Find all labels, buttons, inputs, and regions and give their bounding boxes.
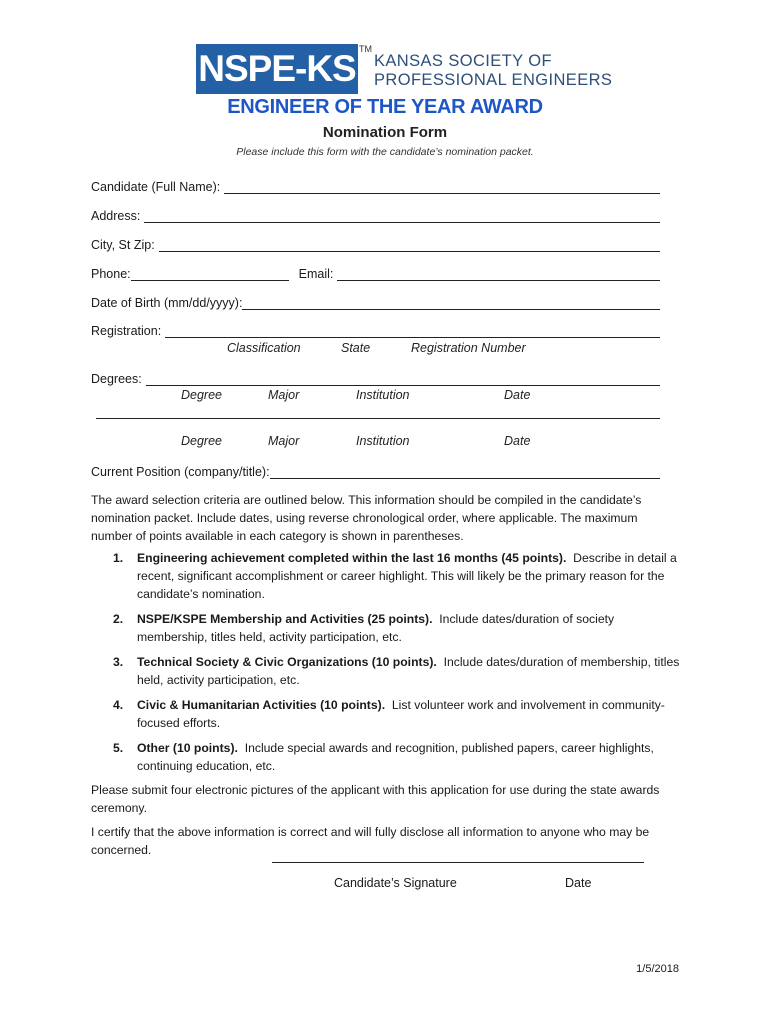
address-line[interactable] [144, 209, 660, 223]
criteria-list [91, 549, 687, 782]
phone-email-row [91, 263, 660, 281]
registration-line[interactable] [165, 324, 660, 338]
phone-line[interactable] [131, 267, 289, 281]
certify-note: I certify that the above information is correct and will fully disclose all information to anyone who may be concerned. [91, 825, 650, 857]
criteria-number: 3. [113, 655, 124, 669]
nspe-ks-logo: NSPE-KS [196, 44, 358, 94]
city-state-zip-line[interactable] [159, 238, 660, 252]
phone-label: Phone: [91, 267, 131, 281]
address-field[interactable] [91, 205, 660, 223]
email-line[interactable] [337, 267, 660, 281]
current-position-label: Current Position (company/title): [91, 465, 270, 479]
criteria-item [91, 610, 687, 646]
degrees-line-2[interactable] [96, 418, 660, 419]
criteria-text: List volunteer work and involvement in community-focused efforts. [137, 698, 665, 730]
dob-line[interactable] [242, 296, 660, 310]
criteria-item [91, 696, 687, 732]
criteria-number: 1. [113, 551, 124, 565]
criteria-heading: Civic & Humanitarian Activities (10 points). [137, 698, 386, 712]
address-label: Address: [91, 209, 141, 223]
footer-date: 1/5/2018 [636, 963, 679, 975]
criteria-text: Include dates/duration of society membership, titles held, activity participation, etc. [137, 612, 615, 644]
org-name-line2: PROFESSIONAL ENGINEERS [374, 71, 613, 89]
signature-label: Candidate’s Signature [334, 876, 457, 890]
registration-sub-number: Registration Number [411, 341, 526, 355]
candidate-name-line[interactable] [224, 180, 660, 194]
criteria-item [91, 549, 687, 603]
dob-label: Date of Birth (mm/dd/yyyy): [91, 296, 243, 310]
degree-sub-institution: Institution [356, 388, 410, 402]
form-instruction: Please include this form with the candidate’s nomination packet. [236, 146, 534, 158]
degree-sub-degree: Degree [181, 388, 222, 402]
degree-sub-date: Date [504, 388, 531, 402]
form-title: Nomination Form [322, 124, 448, 141]
criteria-intro: The award selection criteria are outlined below. This information should be compiled in the candidate’s nomination packet. Include dates, using reverse chronological order, where applicable. The maximum number of points available in each category is shown in parentheses. [91, 493, 642, 543]
registration-label: Registration: [91, 324, 162, 338]
award-title: ENGINEER OF THE YEAR AWARD [227, 96, 543, 118]
dob-field[interactable] [91, 292, 660, 310]
criteria-text: Include special awards and recognition, published papers, career highlights, continuing education, etc. [137, 741, 654, 773]
criteria-item [91, 653, 687, 689]
degree-sub-major: Major [268, 388, 300, 402]
current-position-field[interactable] [91, 461, 660, 479]
criteria-heading: NSPE/KSPE Membership and Activities (25 points). [137, 612, 433, 626]
signature-date-label: Date [565, 876, 592, 890]
signature-line[interactable] [272, 862, 644, 863]
criteria-number: 5. [113, 741, 124, 755]
criteria-heading: Engineering achievement completed within the last 16 months (45 points). [137, 551, 567, 565]
pictures-note: Please submit four electronic pictures of the applicant with this application for use during the state awards ceremony. [91, 783, 660, 815]
criteria-number: 2. [113, 612, 124, 626]
email-label: Email: [298, 267, 334, 281]
criteria-number: 4. [113, 698, 124, 712]
degree-sub-institution-2: Institution [356, 434, 410, 448]
degree-sub-date-2: Date [504, 434, 531, 448]
degree-sub-degree-2: Degree [181, 434, 222, 448]
org-name-line1: KANSAS SOCIETY OF [374, 52, 552, 70]
registration-sub-classification: Classification [227, 341, 301, 355]
trademark-mark: TM [359, 44, 372, 54]
degrees-line-1[interactable] [146, 372, 660, 386]
degrees-label: Degrees: [91, 372, 142, 386]
candidate-name-field[interactable] [91, 176, 660, 194]
degrees-field[interactable] [91, 368, 660, 386]
candidate-name-label: Candidate (Full Name): [91, 180, 221, 194]
registration-sub-state: State [341, 341, 371, 355]
city-state-zip-label: City, St Zip: [91, 238, 155, 252]
registration-field[interactable] [91, 320, 660, 338]
org-name [374, 52, 612, 90]
criteria-heading: Technical Society & Civic Organizations (10 points). [137, 655, 437, 669]
criteria-text: Describe in detail a recent, significant accomplishment or career highlight. This will likely be the primary reason for the candidate’s nomination. [137, 551, 677, 601]
criteria-text: Include dates/duration of membership, titles held, activity participation, etc. [137, 655, 680, 687]
city-state-zip-field[interactable] [91, 234, 660, 252]
current-position-line[interactable] [270, 465, 660, 479]
criteria-item [91, 739, 687, 775]
criteria-heading: Other (10 points). [137, 741, 238, 755]
degree-sub-major-2: Major [268, 434, 300, 448]
